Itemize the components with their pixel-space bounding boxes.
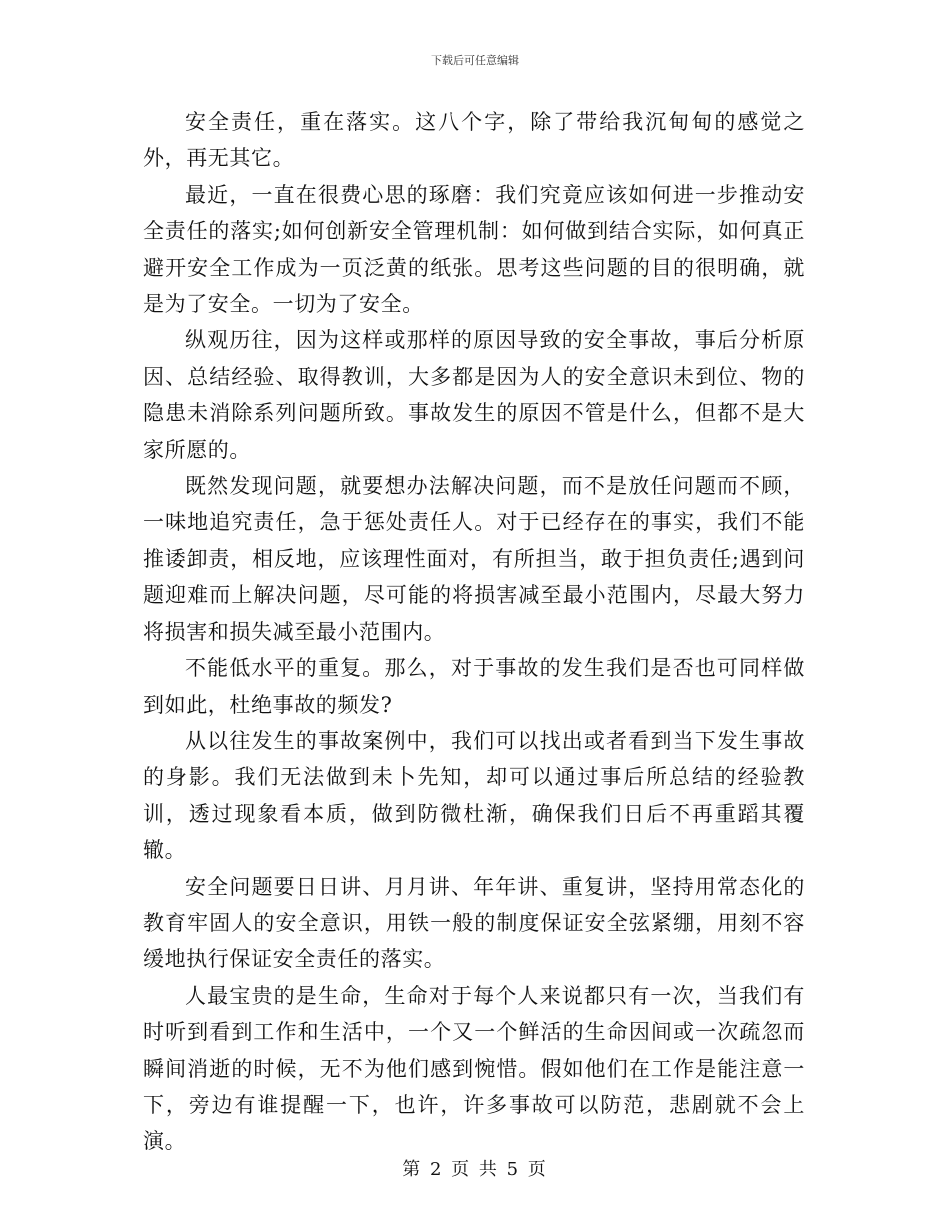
paragraph-7: 安全问题要日日讲、月月讲、年年讲、重复讲，坚持用常态化的教育牢固人的安全意识，用铁一般的制度保证安全弦紧绷，用刻不容缓地执行保证安全责任的落实。 [143,874,805,972]
paragraph-3: 纵观历往，因为这样或那样的原因导致的安全事故，事后分析原因、总结经验、取得教训，大多都是因为人的安全意识未到位、物的隐患未消除系列问题所致。事故发生的原因不管是什么，但都不是大家所愿的。 [143,328,805,462]
paragraph-6: 从以往发生的事故案例中，我们可以找出或者看到当下发生事故的身影。我们无法做到未卜先知，却可以通过事后所总结的经验教训，透过现象看本质，做到防微杜渐，确保我们日后不再重蹈其覆辙。 [143,728,805,863]
page-header-note: 下载后可任意编辑 [431,54,519,67]
paragraph-8: 人最宝贵的是生命，生命对于每个人来说都只有一次，当我们有时听到看到工作和生活中，一个又一个鲜活的生命因间或一次疏忽而瞬间消逝的时候，无不为他们感到惋惜。假如他们在工作是能注意一下，旁边有谁提醒一下，也许，许多事故可以防范，悲剧就不会上演。 [143,983,805,1154]
paragraph-2: 最近，一直在很费心思的琢磨：我们究竟应该如何进一步推动安全责任的落实;如何创新安全管理机制：如何做到结合实际，如何真正避开安全工作成为一页泛黄的纸张。思考这些问题的目的很明确，就是为了安全。一切为了安全。 [143,182,805,317]
paragraph-5: 不能低水平的重复。那么，对于事故的发生我们是否也可同样做到如此，杜绝事故的频发? [143,656,805,717]
paragraph-4: 既然发现问题，就要想办法解决问题，而不是放任问题而不顾，一味地追究责任，急于惩处责任人。对于已经存在的事实，我们不能推诿卸责，相反地，应该理性面对，有所担当，敢于担负责任;遇到问题迎难而上解决问题，尽可能的将损害减至最小范围内，尽最大努力将损害和损失减至最小范围内。 [143,474,805,644]
page-number-footer: 第 2 页 共 5 页 [402,1159,548,1180]
document-body [143,104,805,1160]
paragraph-1: 安全责任，重在落实。这八个字，除了带给我沉甸甸的感觉之外，再无其它。 [143,110,805,171]
